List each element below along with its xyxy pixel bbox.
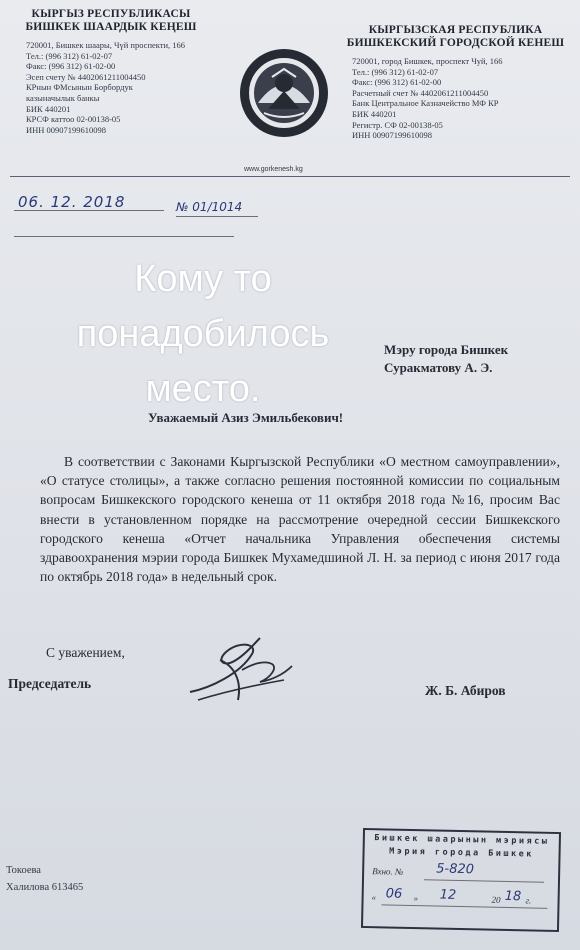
stamp-quote-open: « xyxy=(371,892,377,903)
website-url: www.gorkenesh.kg xyxy=(244,166,303,173)
stamp-date-suffix: г. xyxy=(525,895,532,906)
date-underline xyxy=(14,210,164,211)
stamp-year-prefix: 20 xyxy=(491,894,501,905)
closing: С уважением, xyxy=(46,645,125,660)
city-emblem-icon xyxy=(238,47,330,139)
reference-date: 06. 12. 2018 xyxy=(18,193,126,211)
stamp-quote-close: » xyxy=(413,893,419,904)
header-left-line: КРнын ФМсынын Борбордук xyxy=(26,82,133,93)
header-left-title-1: КЫРГЫЗ РЕСПУБЛИКАСЫ xyxy=(31,8,191,20)
header-right-line: Тел.: (996 312) 61-02-07 xyxy=(352,66,439,77)
header-left-line: Эсеп счету № 4402061211004450 xyxy=(26,71,146,82)
header-right-title-1: КЫРГЫЗСКАЯ РЕСПУБЛИКА xyxy=(368,24,543,36)
stamp-number-underline xyxy=(424,879,544,883)
stamp-date-month: 12 xyxy=(439,887,457,903)
stamp-date-year: 18 xyxy=(504,888,522,905)
letter-body: В соответствии с Законами Кыргызской Республики «О местном самоуправлении», «О статусе столицы», а также согласно решения постоянной комиссии по социальным вопросам Бишкекского городского кенеша от 11 октября 2018 года №16, просим Вас внести в установленном порядке на рассмотрение очередной сессии Бишкекского городского кенеша «Отчет начальника Управления обеспечения системы здравоохранения мэрии города Бишкек Мухамедшиной Л. Н. за период с июня 2017 года по октябрь 2018 года» в недельный срок. xyxy=(40,454,560,585)
executors xyxy=(6,862,83,896)
stamp-date-underline xyxy=(381,904,547,908)
header-divider xyxy=(10,176,570,177)
stamp-incoming-label: Вхно. № xyxy=(372,866,404,877)
salutation: Уважаемый Азиз Эмильбекович! xyxy=(148,410,344,425)
header-right xyxy=(338,24,578,141)
stamp-date-day: 06 xyxy=(385,886,403,902)
addressee xyxy=(384,341,508,377)
header-right-line: 720001, город Бишкек, проспект Чуй, 166 xyxy=(352,56,503,66)
signer-name: Ж. Б. Абиров xyxy=(425,683,506,698)
handwritten-signature xyxy=(180,630,300,708)
header-left-line: Тел.: (996 312) 61-02-07 xyxy=(26,50,113,61)
number-underline xyxy=(176,216,258,217)
addressee-line-1: Мэру города Бишкек xyxy=(384,342,509,357)
header-right-title-2: БИШКЕКСКИЙ ГОРОДСКОЙ КЕНЕШ xyxy=(346,37,565,49)
stamp-head-1: Бишкек шаарынын мэриясы xyxy=(374,833,550,847)
stamp-head-2: Мэрия города Бишкек xyxy=(389,846,535,860)
incoming-stamp xyxy=(361,828,561,932)
header-right-line: Регистр. СФ 02-00138-05 xyxy=(352,119,443,130)
stamp-incoming-number: 5-820 xyxy=(436,861,475,878)
header-left-lines xyxy=(26,40,231,135)
executor-line: Токоева xyxy=(6,865,41,876)
executor-line: Халилова 613465 xyxy=(6,882,84,893)
header-left-title-2: БИШКЕК ШААРДЫК КЕҢЕШ xyxy=(25,21,197,33)
header-left xyxy=(16,8,231,135)
header-left-line: Факс: (996 312) 61-02-00 xyxy=(26,61,116,72)
header-right-line: ИНН 00907199610098 xyxy=(352,130,433,141)
addressee-line-2: Суракматову А. Э. xyxy=(384,360,493,375)
header-right-line: Расчетный счет № 4402061211004450 xyxy=(352,87,489,98)
overlay-caption: Кому то понадобилось место. xyxy=(76,258,330,410)
header-left-line: ИНН 00907199610098 xyxy=(26,124,107,135)
reference-number: № 01/1014 xyxy=(176,200,243,214)
signatory-position: Председатель xyxy=(8,676,92,691)
header-left-line: 720001, Бишкек шаары, Чүй проспекти, 166 xyxy=(26,40,186,50)
header-left-line: казыначылык банкы xyxy=(26,92,100,103)
header-left-line: КРСФ каттоо 02-00138-05 xyxy=(26,114,121,125)
header-right-line: Факс: (996 312) 61-02-00 xyxy=(352,77,442,88)
reply-to-underline xyxy=(14,236,234,237)
header-right-lines xyxy=(352,56,578,141)
header-left-line: БИК 440201 xyxy=(26,103,71,114)
header-right-line: БИК 440201 xyxy=(352,108,397,119)
header-right-line: Банк Центральное Казначейство МФ КР xyxy=(352,98,499,109)
